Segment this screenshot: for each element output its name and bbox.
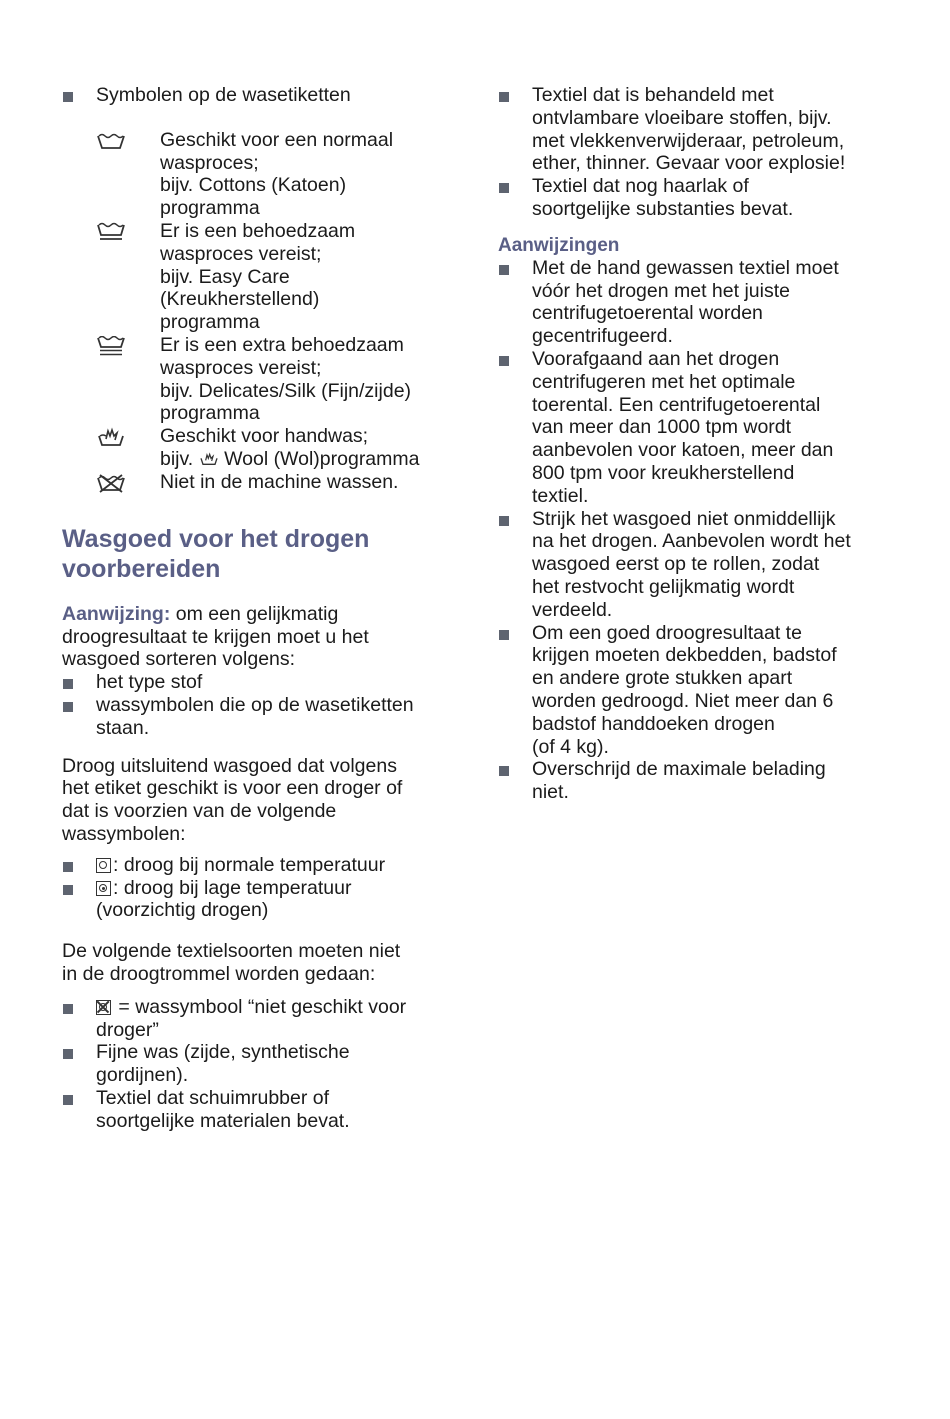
wash-symbol-line: programma [160,197,260,220]
dry-normal-item [62,854,462,877]
paragraph-line: De volgende textielsoorten moeten niet [62,940,401,963]
wash-symbol-description [160,334,462,425]
note-item: Voorafgaand aan het drogen centrifugeren met het optimale toerental. Een centrifugetoerental van meer dan 1000 tpm wordt aanbevolen voor katoen, meer dan 800 tpm voor kreukherstellend textiel. [498,348,898,508]
wash-symbol-line: Geschikt voor handwas; [160,425,369,448]
wash-symbol-line: programma [160,402,260,425]
note-text-1: om een gelijkmatig [170,602,339,625]
dry-intro-paragraph [62,755,462,846]
wash-symbol-description [160,425,462,471]
handwash-icon [62,425,160,449]
left-column [62,84,462,1132]
notes-list [498,257,898,804]
wash-symbol-line: bijv. Cottons (Katoen) [160,174,347,197]
sort-criteria-item: wassymbolen die op de wasetiketten staan. [62,694,462,740]
not-dryer-symbol-text: = wassymbool “niet geschikt voor [113,995,407,1018]
note-label: Aanwijzing: [62,602,171,625]
flammable-item: Textiel dat nog haarlak of soortgelijke substanties bevat. [498,175,898,221]
wash-symbol-row [62,220,462,334]
sort-criteria-list [62,671,462,739]
do-not-tumble-dry-icon [96,1000,111,1015]
wash-symbol-row [62,334,462,425]
not-dryer-item: Fijne was (zijde, synthetische gordijnen). [62,1041,462,1087]
not-dryer-item: Textiel dat schuimrubber of soortgelijke materialen bevat. [62,1087,462,1133]
paragraph-line: het etiket geschikt is voor een droger of [62,777,403,800]
note-item: Om een goed droogresultaat te krijgen moeten dekbedden, badstof en andere grote stukken apart worden gedroogd. Niet meer dan 6 badstof handdoeken drogen (of 4 kg). [498,622,898,759]
section-title [62,524,462,584]
section-title-line-2: voorbereiden [62,554,221,583]
note-text-3: wasgoed sorteren volgens: [62,648,296,671]
wash-symbol-description [160,220,462,334]
washtub-very-gentle-icon [62,334,160,358]
wash-symbol-line: (Kreukherstellend) [160,288,320,311]
wash-symbol-list [62,129,462,495]
note-item: Strijk het wasgoed niet onmiddellijk na het drogen. Aanbevolen wordt het wasgoed eerst op te rollen, zodat het restvocht gelijkmatig wordt verdeeld. [498,508,898,622]
wash-symbol-line: bijv. Wool (Wol)programma [160,447,420,470]
wash-symbol-line: Er is een behoedzaam [160,219,356,242]
note-item: Overschrijd de maximale belading niet. [498,758,898,804]
handwash-inline-icon [199,451,219,467]
washtub-normal-icon [62,129,160,153]
wash-symbol-line: wasproces; [160,151,259,174]
flammable-item: Textiel dat is behandeld met ontvlambare vloeibare stoffen, bijv. met vlekkenverwijderaar, petroleum, ether, thinner. Gevaar voor explosie! [498,84,898,175]
wash-symbol-description [160,471,462,495]
wash-symbol-line: Niet in de machine wassen. [160,470,399,493]
flammable-items-list [498,84,898,221]
wash-symbol-row [62,471,462,495]
not-dryer-symbol-text-2: droger” [96,1018,159,1041]
paragraph-line: wassymbolen: [62,822,186,845]
wash-symbol-line: wasproces vereist; [160,242,322,265]
dry-low-item [62,877,462,923]
wash-symbol-line: bijv. Delicates/Silk (Fijn/zijde) [160,379,412,402]
not-dryer-symbol-item [62,996,462,1042]
not-dryer-intro-paragraph [62,940,462,986]
wash-symbol-row [62,129,462,220]
note-item: Met de hand gewassen textiel moet vóór het drogen met het juiste centrifugetoerental worden gecentrifugeerd. [498,257,898,348]
dry-normal-text: : droog bij normale temperatuur [113,853,386,876]
paragraph-line: in de droogtrommel worden gedaan: [62,962,376,985]
section-title-line-1: Wasgoed voor het drogen [62,524,370,553]
washtub-gentle-icon [62,220,160,244]
sort-criteria-item: het type stof [62,671,462,694]
wash-symbol-line: wasproces vereist; [160,356,322,379]
right-column [498,84,898,804]
not-dryer-list [62,1041,462,1132]
symbols-heading: Symbolen op de wasetiketten [62,84,462,107]
wash-symbol-line: programma [160,311,260,334]
sorting-note [62,603,462,671]
notes-heading: Aanwijzingen [498,234,620,256]
dry-low-text: : droog bij lage temperatuur [113,876,352,899]
wash-symbol-line: Er is een extra behoedzaam [160,333,404,356]
tumble-dry-low-icon [96,881,111,896]
note-text-2: droogresultaat te krijgen moet u het [62,625,369,648]
wash-symbol-row [62,425,462,471]
wash-symbol-description [160,129,462,220]
tumble-dry-normal-icon [96,858,111,873]
wash-symbol-line: Geschikt voor een normaal [160,128,394,151]
paragraph-line: dat is voorzien van de volgende [62,800,337,823]
do-not-wash-icon [62,471,160,495]
paragraph-line: Droog uitsluitend wasgoed dat volgens [62,754,397,777]
dry-low-text-2: (voorzichtig drogen) [96,899,269,922]
wash-symbol-line: bijv. Easy Care [160,265,290,288]
